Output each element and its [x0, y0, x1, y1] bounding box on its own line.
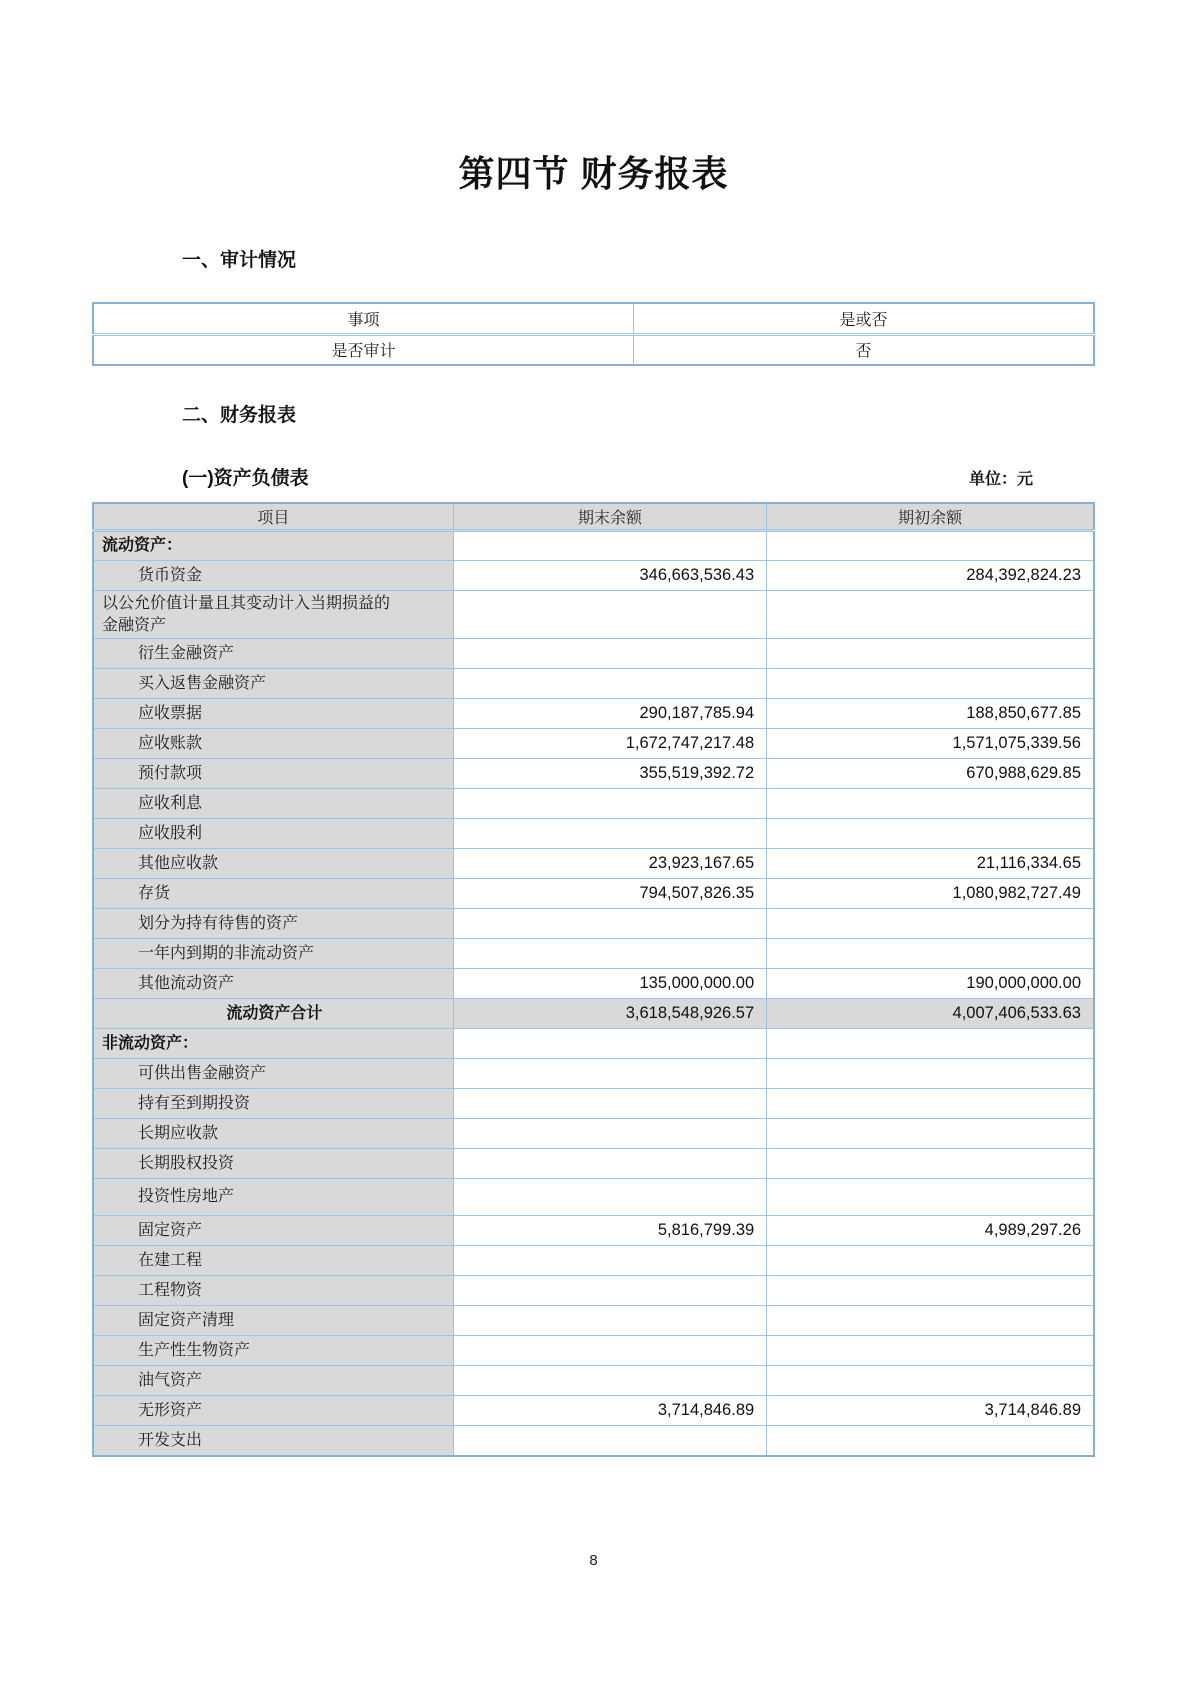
beginning-balance-cell [767, 1029, 1094, 1059]
table-row [93, 699, 1094, 729]
column-header-matter: 事项 [93, 303, 634, 334]
audit-data-row [93, 334, 1094, 365]
audit-table [92, 302, 1095, 366]
ending-balance-cell [453, 1336, 766, 1366]
audit-section-heading: 一、审计情况 [182, 250, 297, 271]
audit-answer-cell: 否 [634, 334, 1094, 365]
table-row [93, 819, 1094, 849]
item-cell: 开发支出 [93, 1426, 453, 1456]
ending-balance-cell [453, 669, 766, 699]
ending-balance-cell [453, 1306, 766, 1336]
beginning-balance-cell: 21,116,334.65 [767, 849, 1094, 879]
beginning-balance-cell: 188,850,677.85 [767, 699, 1094, 729]
balance-sheet-header-row [93, 503, 1094, 531]
beginning-balance-cell [767, 1119, 1094, 1149]
table-row [93, 849, 1094, 879]
balance-sheet-heading: (一)资产负债表 [182, 468, 309, 489]
beginning-balance-cell [767, 531, 1094, 561]
item-cell: 无形资产 [93, 1396, 453, 1426]
ending-balance-cell [453, 819, 766, 849]
ending-balance-cell [453, 1149, 766, 1179]
beginning-balance-cell [767, 789, 1094, 819]
item-cell: 工程物资 [93, 1276, 453, 1306]
ending-balance-cell [453, 1119, 766, 1149]
item-cell: 存货 [93, 879, 453, 909]
table-row [93, 939, 1094, 969]
item-cell: 货币资金 [93, 561, 453, 591]
ending-balance-cell: 3,618,548,926.57 [453, 999, 766, 1029]
beginning-balance-cell [767, 939, 1094, 969]
statements-section-heading: 二、财务报表 [182, 405, 297, 426]
beginning-balance-cell [767, 1306, 1094, 1336]
ending-balance-cell [453, 531, 766, 561]
ending-balance-cell [453, 591, 766, 639]
item-cell: 其他流动资产 [93, 969, 453, 999]
table-row [93, 1029, 1094, 1059]
item-cell: 长期股权投资 [93, 1149, 453, 1179]
balance-sheet-table [92, 502, 1095, 1457]
beginning-balance-cell: 670,988,629.85 [767, 759, 1094, 789]
table-row [93, 909, 1094, 939]
beginning-balance-cell [767, 1246, 1094, 1276]
item-cell: 应收股利 [93, 819, 453, 849]
item-cell: 其他应收款 [93, 849, 453, 879]
document-page [92, 0, 1095, 1457]
beginning-balance-cell: 3,714,846.89 [767, 1396, 1094, 1426]
item-cell: 持有至到期投资 [93, 1089, 453, 1119]
item-cell: 长期应收款 [93, 1119, 453, 1149]
table-row [93, 1426, 1094, 1456]
item-cell: 固定资产清理 [93, 1306, 453, 1336]
table-row [93, 1059, 1094, 1089]
column-header-ending-balance: 期末余额 [453, 503, 766, 531]
beginning-balance-cell [767, 1089, 1094, 1119]
beginning-balance-cell [767, 639, 1094, 669]
ending-balance-cell: 1,672,747,217.48 [453, 729, 766, 759]
table-row [93, 999, 1094, 1029]
item-cell: 非流动资产： [93, 1029, 453, 1059]
item-cell: 生产性生物资产 [93, 1336, 453, 1366]
item-cell: 衍生金融资产 [93, 639, 453, 669]
ending-balance-cell [453, 939, 766, 969]
table-row [93, 1149, 1094, 1179]
item-cell: 划分为持有待售的资产 [93, 909, 453, 939]
beginning-balance-cell [767, 909, 1094, 939]
item-cell: 在建工程 [93, 1246, 453, 1276]
table-row [93, 1119, 1094, 1149]
ending-balance-cell: 794,507,826.35 [453, 879, 766, 909]
table-row [93, 531, 1094, 561]
table-row [93, 1306, 1094, 1336]
ending-balance-cell: 290,187,785.94 [453, 699, 766, 729]
ending-balance-cell: 23,923,167.65 [453, 849, 766, 879]
item-cell: 应收票据 [93, 699, 453, 729]
ending-balance-cell [453, 1366, 766, 1396]
beginning-balance-cell: 4,007,406,533.63 [767, 999, 1094, 1029]
table-row [93, 1089, 1094, 1119]
table-row [93, 1179, 1094, 1216]
item-cell: 可供出售金融资产 [93, 1059, 453, 1089]
balance-sheet-body [93, 531, 1094, 1456]
item-cell: 应收账款 [93, 729, 453, 759]
ending-balance-cell: 3,714,846.89 [453, 1396, 766, 1426]
item-cell: 预付款项 [93, 759, 453, 789]
page-title: 第四节 财务报表 [458, 153, 729, 194]
table-row [93, 1336, 1094, 1366]
beginning-balance-cell: 4,989,297.26 [767, 1216, 1094, 1246]
audit-header-row [93, 303, 1094, 334]
page-number: 8 [589, 1552, 598, 1569]
table-row [93, 1366, 1094, 1396]
beginning-balance-cell [767, 1059, 1094, 1089]
column-header-yes-no: 是或否 [634, 303, 1094, 334]
item-cell: 买入返售金融资产 [93, 669, 453, 699]
ending-balance-cell [453, 1426, 766, 1456]
item-cell: 油气资产 [93, 1366, 453, 1396]
table-row [93, 759, 1094, 789]
ending-balance-cell [453, 1059, 766, 1089]
item-cell: 一年内到期的非流动资产 [93, 939, 453, 969]
ending-balance-cell: 5,816,799.39 [453, 1216, 766, 1246]
balance-sheet-subheading-row [92, 463, 1095, 490]
table-row [93, 639, 1094, 669]
table-row [93, 789, 1094, 819]
beginning-balance-cell [767, 1336, 1094, 1366]
beginning-balance-cell [767, 669, 1094, 699]
item-cell: 流动资产合计 [93, 999, 453, 1029]
beginning-balance-cell: 1,571,075,339.56 [767, 729, 1094, 759]
table-row [93, 669, 1094, 699]
item-cell: 流动资产： [93, 531, 453, 561]
item-cell: 以公允价值计量且其变动计入当期损益的金融资产 [93, 591, 453, 639]
ending-balance-cell [453, 1029, 766, 1059]
table-row [93, 561, 1094, 591]
unit-label: 单位：元 [968, 471, 1033, 488]
table-row [93, 1396, 1094, 1426]
ending-balance-cell [453, 909, 766, 939]
ending-balance-cell [453, 639, 766, 669]
ending-balance-cell [453, 1179, 766, 1216]
beginning-balance-cell: 284,392,824.23 [767, 561, 1094, 591]
ending-balance-cell [453, 1089, 766, 1119]
item-cell: 投资性房地产 [93, 1179, 453, 1216]
audit-matter-cell: 是否审计 [93, 334, 634, 365]
ending-balance-cell: 355,519,392.72 [453, 759, 766, 789]
table-row [93, 591, 1094, 639]
ending-balance-cell: 346,663,536.43 [453, 561, 766, 591]
ending-balance-cell [453, 789, 766, 819]
table-row [93, 969, 1094, 999]
ending-balance-cell: 135,000,000.00 [453, 969, 766, 999]
beginning-balance-cell [767, 1276, 1094, 1306]
item-cell: 固定资产 [93, 1216, 453, 1246]
beginning-balance-cell [767, 591, 1094, 639]
ending-balance-cell [453, 1276, 766, 1306]
table-row [93, 879, 1094, 909]
beginning-balance-cell [767, 1366, 1094, 1396]
table-row [93, 729, 1094, 759]
beginning-balance-cell: 1,080,982,727.49 [767, 879, 1094, 909]
beginning-balance-cell [767, 819, 1094, 849]
table-row [93, 1246, 1094, 1276]
beginning-balance-cell [767, 1149, 1094, 1179]
column-header-item: 项目 [93, 503, 453, 531]
table-row [93, 1276, 1094, 1306]
beginning-balance-cell: 190,000,000.00 [767, 969, 1094, 999]
beginning-balance-cell [767, 1179, 1094, 1216]
table-row [93, 1216, 1094, 1246]
beginning-balance-cell [767, 1426, 1094, 1456]
item-cell: 应收利息 [93, 789, 453, 819]
ending-balance-cell [453, 1246, 766, 1276]
column-header-beginning-balance: 期初余额 [767, 503, 1094, 531]
